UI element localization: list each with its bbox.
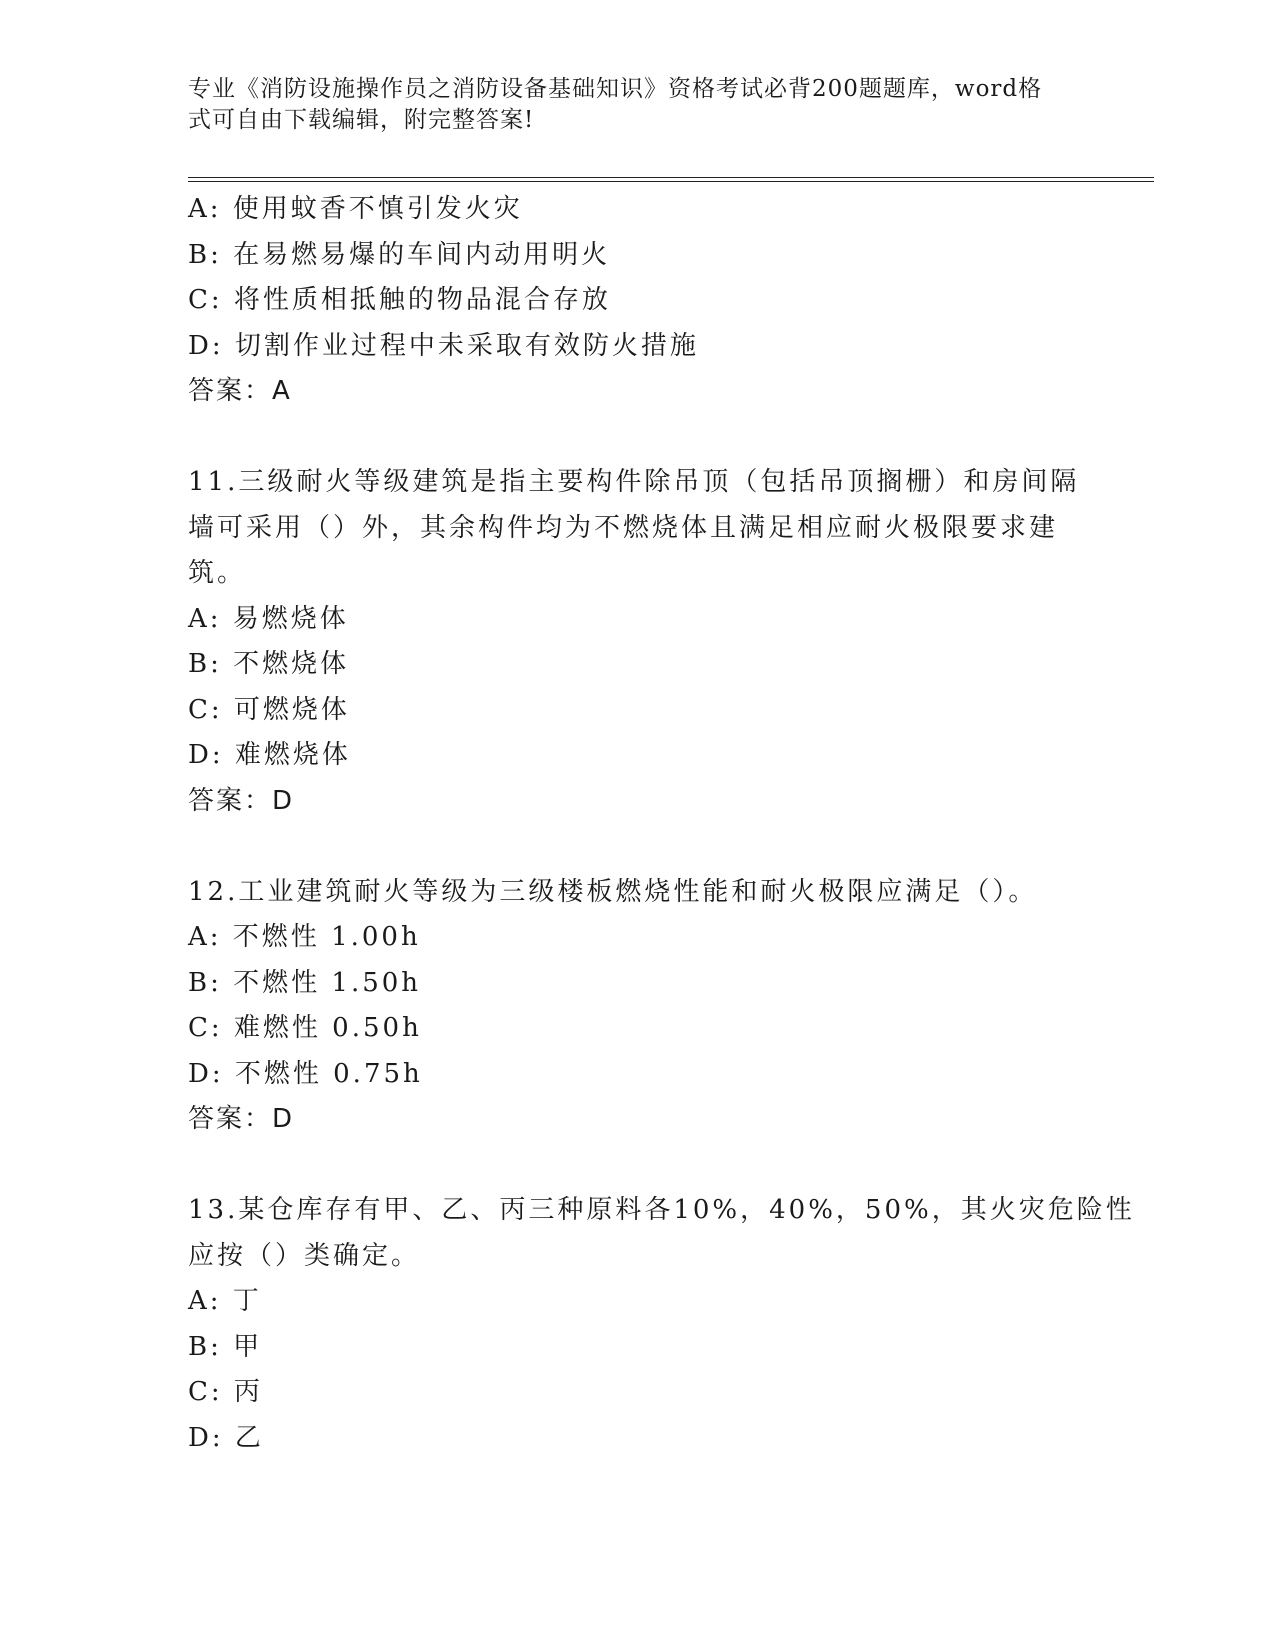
- answer-line: 答案：D: [188, 785, 295, 816]
- question-11: [188, 460, 1088, 824]
- option-c: C: 丙: [188, 1377, 263, 1407]
- header-rule-top: [188, 177, 1154, 178]
- option-c: C: 难燃性 0.50h: [188, 1013, 422, 1043]
- question-13: [188, 1188, 1135, 1461]
- question-text-line: 12.工业建筑耐火等级为三级楼板燃烧性能和耐火极限应满足（）。: [188, 876, 1038, 907]
- spacer: [188, 1143, 1088, 1189]
- header-line-1: 专业《消防设施操作员之消防设备基础知识》资格考试必背200题题库，word格: [188, 76, 1043, 102]
- carryover-question: [188, 187, 1088, 415]
- answer-line: 答案：A: [188, 376, 292, 406]
- spacer: [188, 415, 1088, 461]
- option-d: D: 乙: [188, 1422, 264, 1453]
- option-a: A: 易燃烧体: [188, 603, 349, 634]
- option-d: D: 难燃烧体: [188, 740, 351, 770]
- question-text-line: 11.三级耐火等级建筑是指主要构件除吊顶（包括吊顶搁栅）和房间隔: [188, 467, 1080, 497]
- header-rule-bottom: [188, 181, 1154, 182]
- option-b: B: 不燃性 1.50h: [188, 967, 422, 998]
- document-header: [188, 74, 1068, 136]
- question-text-line: 应按（）类确定。: [188, 1240, 421, 1271]
- option-c: C: 可燃烧体: [188, 694, 350, 725]
- question-12: [188, 870, 1088, 1143]
- option-b: B: 甲: [188, 1331, 263, 1362]
- option-c: C: 将性质相抵触的物品混合存放: [188, 285, 611, 315]
- header-line-2: 式可自由下载编辑，附完整答案!: [188, 107, 535, 133]
- question-text-line: 13.某仓库存有甲、乙、丙三种原料各10%，40%，50%，其火灾危险性: [188, 1195, 1135, 1225]
- question-text-line: 墙可采用（）外，其余构件均为不燃烧体且满足相应耐火极限要求建: [188, 512, 1059, 543]
- question-content: [188, 187, 1135, 1461]
- option-b: B: 不燃烧体: [188, 649, 350, 679]
- answer-line: 答案：D: [188, 1104, 295, 1134]
- question-text-line: 筑。: [188, 558, 247, 588]
- option-a: A: 丁: [188, 1286, 262, 1316]
- option-d: D: 切割作业过程中未采取有效防火措施: [188, 330, 699, 361]
- option-a: A: 不燃性 1.00h: [188, 922, 421, 952]
- spacer: [188, 824, 1088, 870]
- option-b: B: 在易燃易爆的车间内动用明火: [188, 239, 611, 270]
- option-a: A: 使用蚊香不慎引发火灾: [188, 194, 523, 224]
- option-d: D: 不燃性 0.75h: [188, 1058, 423, 1089]
